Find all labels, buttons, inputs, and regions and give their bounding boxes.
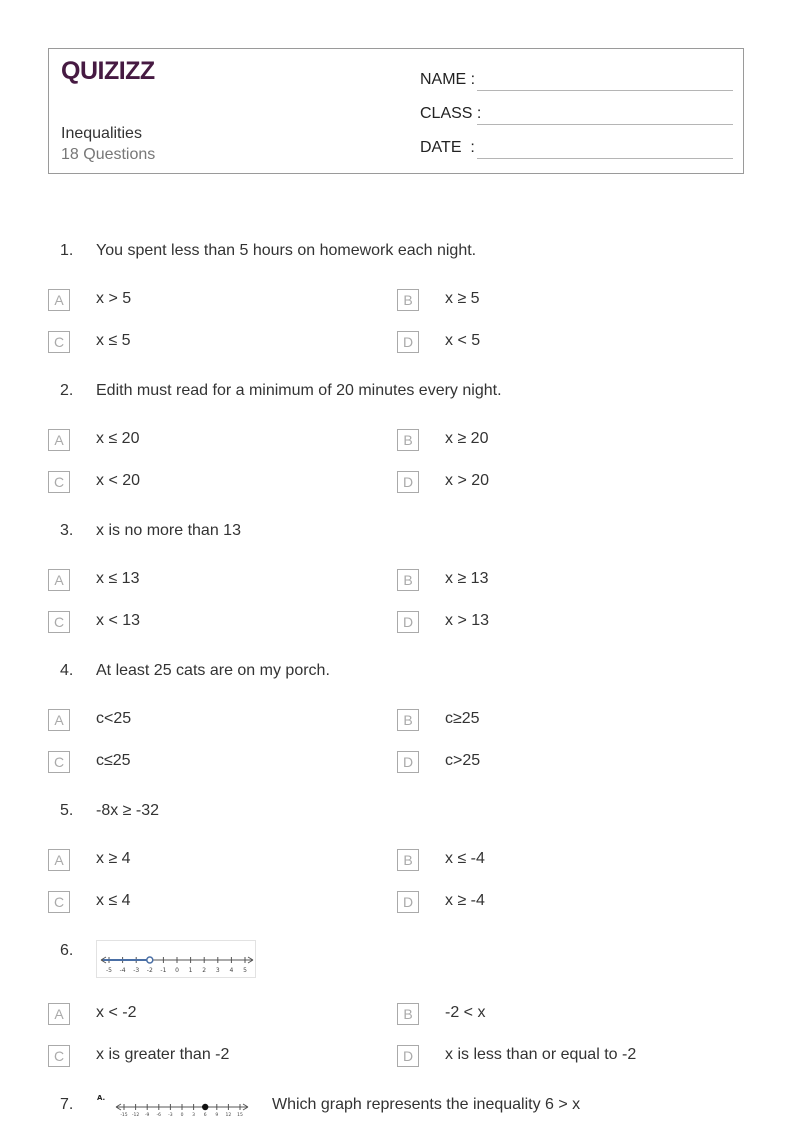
tick-label: 6 bbox=[203, 1113, 207, 1118]
class-field[interactable] bbox=[420, 101, 735, 125]
option-text: x < 13 bbox=[96, 612, 141, 629]
option-letter-box: A bbox=[48, 709, 70, 731]
question-text: Edith must read for a minimum of 20 minutes every night. bbox=[96, 382, 502, 399]
number-line-image bbox=[96, 940, 256, 978]
option-text: c≤25 bbox=[96, 752, 131, 769]
option-letter-box: C bbox=[48, 611, 70, 633]
date-field[interactable] bbox=[420, 135, 735, 159]
question-number: 1. bbox=[60, 242, 74, 259]
option-text: x > 20 bbox=[445, 472, 490, 489]
option-text: x ≤ 20 bbox=[96, 430, 140, 447]
option-text: x ≥ 5 bbox=[445, 290, 480, 307]
option-text: x < 20 bbox=[96, 472, 141, 489]
option-text: x ≥ -4 bbox=[445, 892, 485, 909]
option-letter-box: A bbox=[48, 429, 70, 451]
class-line[interactable] bbox=[477, 124, 733, 125]
option-letter-box: D bbox=[397, 331, 419, 353]
question-number: 2. bbox=[60, 382, 74, 399]
option-text: x < 5 bbox=[445, 332, 481, 349]
option-letter-box: B bbox=[397, 1003, 419, 1025]
option-text: x ≤ -4 bbox=[445, 850, 485, 867]
tick-label: -5 bbox=[106, 967, 112, 974]
worksheet-title: Inequalities bbox=[61, 125, 142, 142]
tick-label: 12 bbox=[225, 1113, 232, 1118]
name-line[interactable] bbox=[477, 90, 733, 91]
class-label: CLASS : bbox=[420, 105, 482, 122]
tick-label: 2 bbox=[202, 967, 207, 974]
open-point bbox=[147, 957, 153, 963]
question-text: x is no more than 13 bbox=[96, 522, 241, 539]
question-number: 3. bbox=[60, 522, 74, 539]
question-count: 18 Questions bbox=[61, 146, 156, 163]
option-text: x ≥ 20 bbox=[445, 430, 489, 447]
tick-label: -3 bbox=[133, 967, 140, 974]
option-text: x is less than or equal to -2 bbox=[445, 1046, 637, 1063]
graph-option-image bbox=[96, 1092, 258, 1120]
date-label: DATE : bbox=[420, 139, 475, 156]
question-number: 5. bbox=[60, 802, 74, 819]
tick-label: 9 bbox=[215, 1113, 219, 1118]
option-letter-box: A bbox=[48, 569, 70, 591]
option-text: c>25 bbox=[445, 752, 481, 769]
option-letter-box: B bbox=[397, 709, 419, 731]
option-letter-box: B bbox=[397, 849, 419, 871]
option-text: x > 13 bbox=[445, 612, 490, 629]
option-letter-box: D bbox=[397, 611, 419, 633]
quizizz-logo: QUIZIZZ bbox=[61, 57, 155, 85]
tick-label: 0 bbox=[180, 1113, 184, 1118]
option-letter-box: C bbox=[48, 891, 70, 913]
question-number: 6. bbox=[60, 942, 74, 959]
option-text: x < -2 bbox=[96, 1004, 137, 1021]
tick-label: -1 bbox=[160, 967, 167, 974]
option-letter-box: A bbox=[48, 1003, 70, 1025]
option-letter-box: C bbox=[48, 471, 70, 493]
question-text: Which graph represents the inequality 6 > x bbox=[272, 1096, 581, 1113]
option-text: x ≤ 4 bbox=[96, 892, 131, 909]
tick-label: -12 bbox=[131, 1113, 140, 1118]
option-text: x ≤ 13 bbox=[96, 570, 140, 587]
worksheet-header bbox=[48, 48, 744, 174]
tick-label: -3 bbox=[168, 1113, 173, 1118]
option-letter-box: D bbox=[397, 471, 419, 493]
option-letter-box: D bbox=[397, 751, 419, 773]
tick-label: -2 bbox=[146, 967, 153, 974]
option-text: x ≥ 13 bbox=[445, 570, 489, 587]
option-letter-box: B bbox=[397, 289, 419, 311]
question-number: 4. bbox=[60, 662, 74, 679]
option-letter-box: C bbox=[48, 1045, 70, 1067]
tick-label: 3 bbox=[215, 967, 220, 974]
tick-label: 4 bbox=[229, 967, 234, 974]
name-field[interactable] bbox=[420, 67, 735, 91]
question-number: 7. bbox=[60, 1096, 74, 1113]
option-text: c≥25 bbox=[445, 710, 480, 727]
tick-label: 1 bbox=[188, 967, 193, 974]
tick-label: -15 bbox=[120, 1113, 128, 1118]
date-line[interactable] bbox=[477, 158, 733, 159]
tick-label: -4 bbox=[119, 967, 126, 974]
name-label: NAME : bbox=[420, 71, 476, 88]
graph-option-label: A. bbox=[97, 1094, 106, 1102]
tick-label: 5 bbox=[243, 967, 247, 974]
question-text: -8x ≥ -32 bbox=[96, 802, 160, 819]
closed-point bbox=[202, 1104, 208, 1110]
option-letter-box: A bbox=[48, 849, 70, 871]
question-text: You spent less than 5 hours on homework each night. bbox=[96, 242, 477, 259]
option-letter-box: C bbox=[48, 331, 70, 353]
option-text: c<25 bbox=[96, 710, 132, 727]
tick-label: 3 bbox=[192, 1113, 196, 1118]
question-text: At least 25 cats are on my porch. bbox=[96, 662, 330, 679]
option-text: x ≤ 5 bbox=[96, 332, 131, 349]
tick-label: -9 bbox=[144, 1113, 150, 1118]
option-letter-box: D bbox=[397, 891, 419, 913]
tick-label: 15 bbox=[237, 1113, 243, 1118]
number-line-graphic bbox=[96, 1092, 258, 1120]
option-letter-box: B bbox=[397, 569, 419, 591]
option-letter-box: B bbox=[397, 429, 419, 451]
option-letter-box: D bbox=[397, 1045, 419, 1067]
option-text: -2 < x bbox=[445, 1004, 486, 1021]
option-letter-box: A bbox=[48, 289, 70, 311]
option-text: x > 5 bbox=[96, 290, 132, 307]
number-line-graphic bbox=[97, 941, 255, 977]
tick-label: 0 bbox=[175, 967, 179, 974]
option-text: x is greater than -2 bbox=[96, 1046, 230, 1063]
option-text: x ≥ 4 bbox=[96, 850, 131, 867]
tick-label: -6 bbox=[156, 1113, 162, 1118]
option-letter-box: C bbox=[48, 751, 70, 773]
